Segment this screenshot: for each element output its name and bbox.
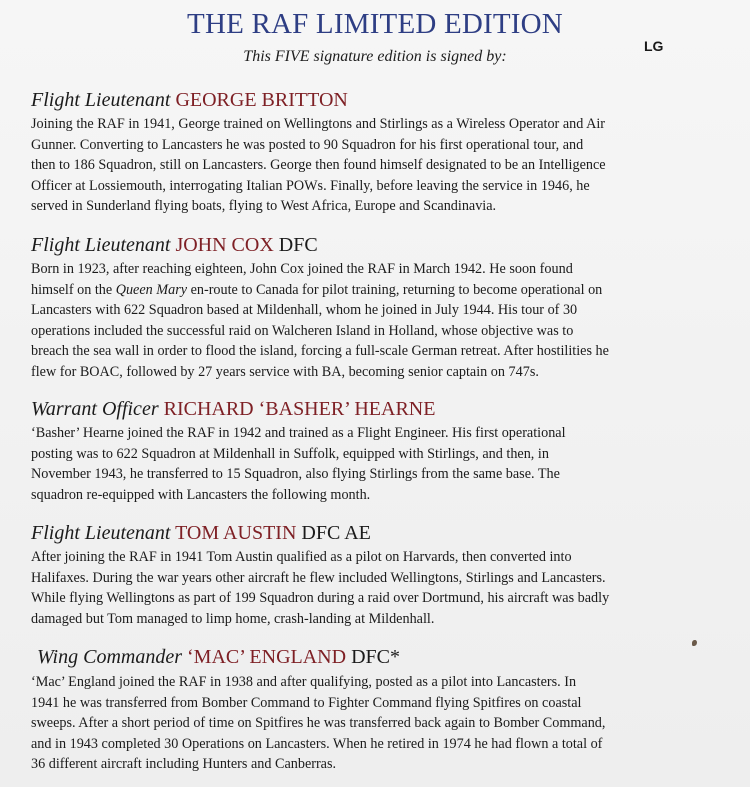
entry-bio — [31, 547, 731, 629]
bio-line-text: himself on the — [31, 281, 116, 298]
signatory-entry-cox — [31, 233, 731, 382]
entry-rank: Flight Lieutenant — [31, 89, 171, 111]
bio-line: squadron re-equipped with Lancasters the following month. — [31, 486, 371, 503]
bio-line: Officer at Lossiemouth, interrogating Italian POWs. Finally, before leaving the service in 1946, he — [31, 177, 590, 194]
ship-name: Queen Mary — [115, 281, 188, 298]
bio-line: ‘Mac’ England joined the RAF in 1938 and after qualifying, posted as a pilot into Lancasters. In — [31, 674, 577, 690]
entry-heading — [31, 397, 731, 421]
entry-bio — [31, 423, 731, 505]
bio-line: 36 different aircraft including Hunters and Canberras. — [31, 756, 337, 772]
bio-line: Lancasters with 622 Squadron based at Mildenhall, whom he joined in July 1944. His tour of 30 — [31, 302, 578, 318]
bio-line: damaged but Tom managed to limp home, crash-landing at Mildenhall. — [31, 610, 435, 627]
bio-line: breach the sea wall in order to flood the island, forcing a full-scale German retreat. After hostilities he — [31, 343, 609, 359]
bio-line-text: en-route to Canada for pilot training, returning to become operational on — [187, 281, 603, 298]
entry-honours: DFC — [278, 234, 318, 256]
bio-line: then to 186 Squadron, still on Lancasters. George then found himself designated to be an Intelligence — [31, 157, 606, 173]
bio-line: 1941 he was transferred from Bomber Command to Fighter Command flying Spitfires on coastal — [31, 694, 582, 711]
bio-line: ‘Basher’ Hearne joined the RAF in 1942 and trained as a Flight Engineer. His first operational — [31, 425, 566, 441]
bio-line: sweeps. After a short period of time on Spitfires he was transferred back again to Bomber Command, — [31, 715, 606, 731]
bio-line: Halifaxes. During the war years other aircraft he flew included Wellingtons, Stirlings and Lancasters. — [31, 569, 606, 586]
entry-name: JOHN COX — [175, 234, 274, 256]
signatory-entry-hearne — [31, 397, 731, 505]
signatory-entry-england-bio — [31, 670, 731, 775]
page-title: THE RAF LIMITED EDITION — [187, 8, 563, 40]
entry-heading — [37, 645, 737, 669]
bio-line: Gunner. Converting to Lancasters he was posted to 90 Squadron for his first operational tour, and — [31, 136, 584, 153]
bio-line: served in Sunderland flying boats, flying to West Africa, Europe and Scandinavia. — [31, 198, 497, 214]
entry-heading — [31, 88, 731, 112]
entry-rank: Flight Lieutenant — [31, 522, 171, 544]
bio-line: operations included the successful raid on Walcheren Island in Holland, whose objective was to — [31, 322, 574, 339]
entry-name: ‘MAC’ ENGLAND — [187, 646, 347, 668]
entry-bio — [31, 672, 731, 775]
bio-line: After joining the RAF in 1941 Tom Austin qualified as a pilot on Harvards, then converted into — [31, 549, 572, 565]
entry-name: TOM AUSTIN — [175, 522, 297, 544]
signatory-entry-britton — [31, 88, 731, 217]
signatory-entry-england — [37, 645, 737, 669]
entry-name: GEORGE BRITTON — [175, 89, 348, 111]
bio-line: Born in 1923, after reaching eighteen, John Cox joined the RAF in March 1942. He soon found — [31, 261, 573, 277]
entry-rank: Flight Lieutenant — [31, 234, 171, 256]
bio-line: Joining the RAF in 1941, George trained on Wellingtons and Stirlings as a Wireless Operator and Air — [31, 116, 605, 132]
entry-honours: DFC* — [351, 646, 400, 668]
bio-line — [31, 280, 731, 301]
entry-heading — [31, 521, 731, 545]
bio-line: November 1943, he transferred to 15 Squadron, also flying Stirlings from the same base. The — [31, 466, 560, 482]
bio-line: While flying Wellingtons as part of 199 Squadron during a raid over Dortmund, his aircraft was badly — [31, 590, 610, 606]
entry-rank: Warrant Officer — [31, 398, 159, 420]
signatory-entry-austin — [31, 521, 731, 629]
entry-bio — [31, 114, 731, 217]
entry-rank: Wing Commander — [37, 646, 182, 668]
entry-bio — [31, 259, 731, 382]
entry-heading — [31, 233, 731, 257]
bio-line: posting was to 622 Squadron at Mildenhall in Suffolk, equipped with Stirlings, and then, in — [31, 445, 549, 462]
entry-honours: DFC AE — [301, 522, 371, 544]
bio-line: and in 1943 completed 30 Operations on Lancasters. When he retired in 1974 he had flown a total of — [31, 735, 603, 752]
corner-tag: LG — [644, 38, 664, 54]
entry-name: RICHARD ‘BASHER’ HEARNE — [163, 398, 436, 420]
bio-line: flew for BOAC, followed by 27 years service with BA, becoming senior captain on 747s. — [31, 363, 539, 380]
page-subtitle: This FIVE signature edition is signed by: — [243, 48, 507, 65]
